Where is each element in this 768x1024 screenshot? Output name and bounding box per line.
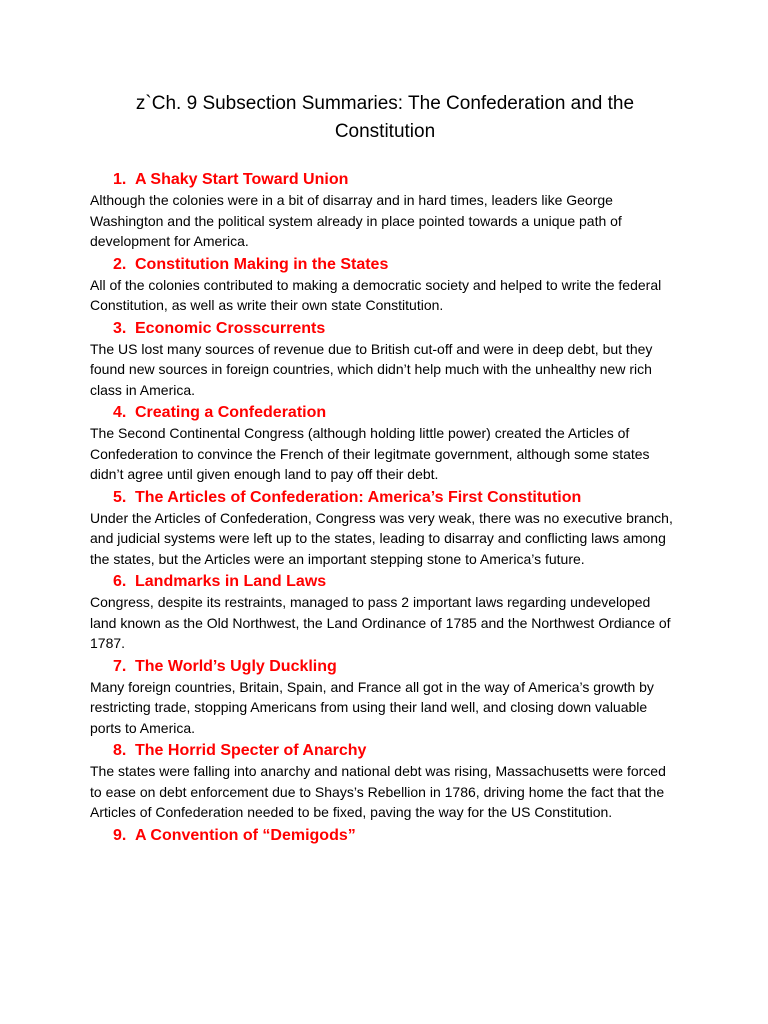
section-heading <box>113 401 680 423</box>
section-title: The Articles of Confederation: America’s First Constitution <box>135 488 582 506</box>
section-1 <box>90 168 680 252</box>
section-body: Although the colonies were in a bit of disarray and in hard times, leaders like George Washington and the political system already in place pointed towards a unique path of development for America. <box>90 192 622 249</box>
section-heading <box>113 655 680 677</box>
section-title: The Horrid Specter of Anarchy <box>135 742 367 759</box>
section-title: Creating a Confederation <box>135 404 327 421</box>
section-body: All of the colonies contributed to making a democratic society and helped to write the federal Constitution, as well as write their own state Constitution. <box>90 276 662 313</box>
section-title: Constitution Making in the States <box>135 255 389 273</box>
section-title: A Shaky Start Toward Union <box>135 171 349 188</box>
section-number: 3. <box>113 319 127 337</box>
section-3 <box>90 317 680 401</box>
section-heading <box>113 168 680 190</box>
section-body: Many foreign countries, Britain, Spain, and France all got in the way of America’s growth by restricting trade, stopping Americans from using their land well, and closing down valuable ports to America. <box>90 678 654 736</box>
section-heading <box>113 739 680 761</box>
section-7 <box>90 655 680 739</box>
section-body: Under the Articles of Confederation, Congress was very weak, there was no executive branch, and judicial systems were left up to the states, leading to disarray and conflicting laws among the states, but the Articles were an important stepping stone to America’s future. <box>90 509 673 567</box>
section-number: 9. <box>113 826 127 844</box>
section-8 <box>90 739 680 823</box>
section-body: The US lost many sources of revenue due to British cut-off and were in deep debt, but they found new sources in foreign countries, which didn’t help much with the unhealthy new rich class in America. <box>90 340 653 398</box>
section-4 <box>90 401 680 485</box>
section-heading <box>113 253 680 275</box>
section-body: The Second Continental Congress (although holding little power) created the Articles of Confederation to convince the French of their legitmate government, although some states didn’t agree until given enough land to pay off their debt. <box>90 425 650 482</box>
section-number: 4. <box>113 404 127 421</box>
section-number: 2. <box>113 255 127 273</box>
section-heading <box>113 486 680 508</box>
section-heading <box>113 824 680 846</box>
section-list <box>90 168 680 847</box>
section-number: 1. <box>113 171 127 188</box>
section-title: Landmarks in Land Laws <box>135 573 327 590</box>
section-heading <box>113 570 680 592</box>
section-title: A Convention of “Demigods” <box>135 826 356 844</box>
section-2 <box>90 253 680 316</box>
section-6 <box>90 570 680 654</box>
section-number: 8. <box>113 742 127 759</box>
section-5 <box>90 486 680 570</box>
section-9 <box>90 824 680 846</box>
section-number: 6. <box>113 573 127 590</box>
page-title: z`Ch. 9 Subsection Summaries: The Confederation and the Constitution <box>135 93 635 142</box>
section-heading <box>113 317 680 339</box>
section-title: Economic Crosscurrents <box>135 319 326 337</box>
section-number: 7. <box>113 657 127 675</box>
section-body: The states were falling into anarchy and national debt was rising, Massachusetts were forced to ease on debt enforcement due to Shays’s Rebellion in 1786, driving home the fact that the Articles of Confederation needed to be fixed, paving the way for the US Constitution. <box>90 763 666 820</box>
section-body: Congress, despite its restraints, managed to pass 2 important laws regarding undeveloped land known as the Old Northwest, the Land Ordinance of 1785 and the Northwest Ordiance of 1787. <box>90 594 671 651</box>
section-number: 5. <box>113 488 127 506</box>
section-title: The World’s Ugly Duckling <box>135 657 337 675</box>
